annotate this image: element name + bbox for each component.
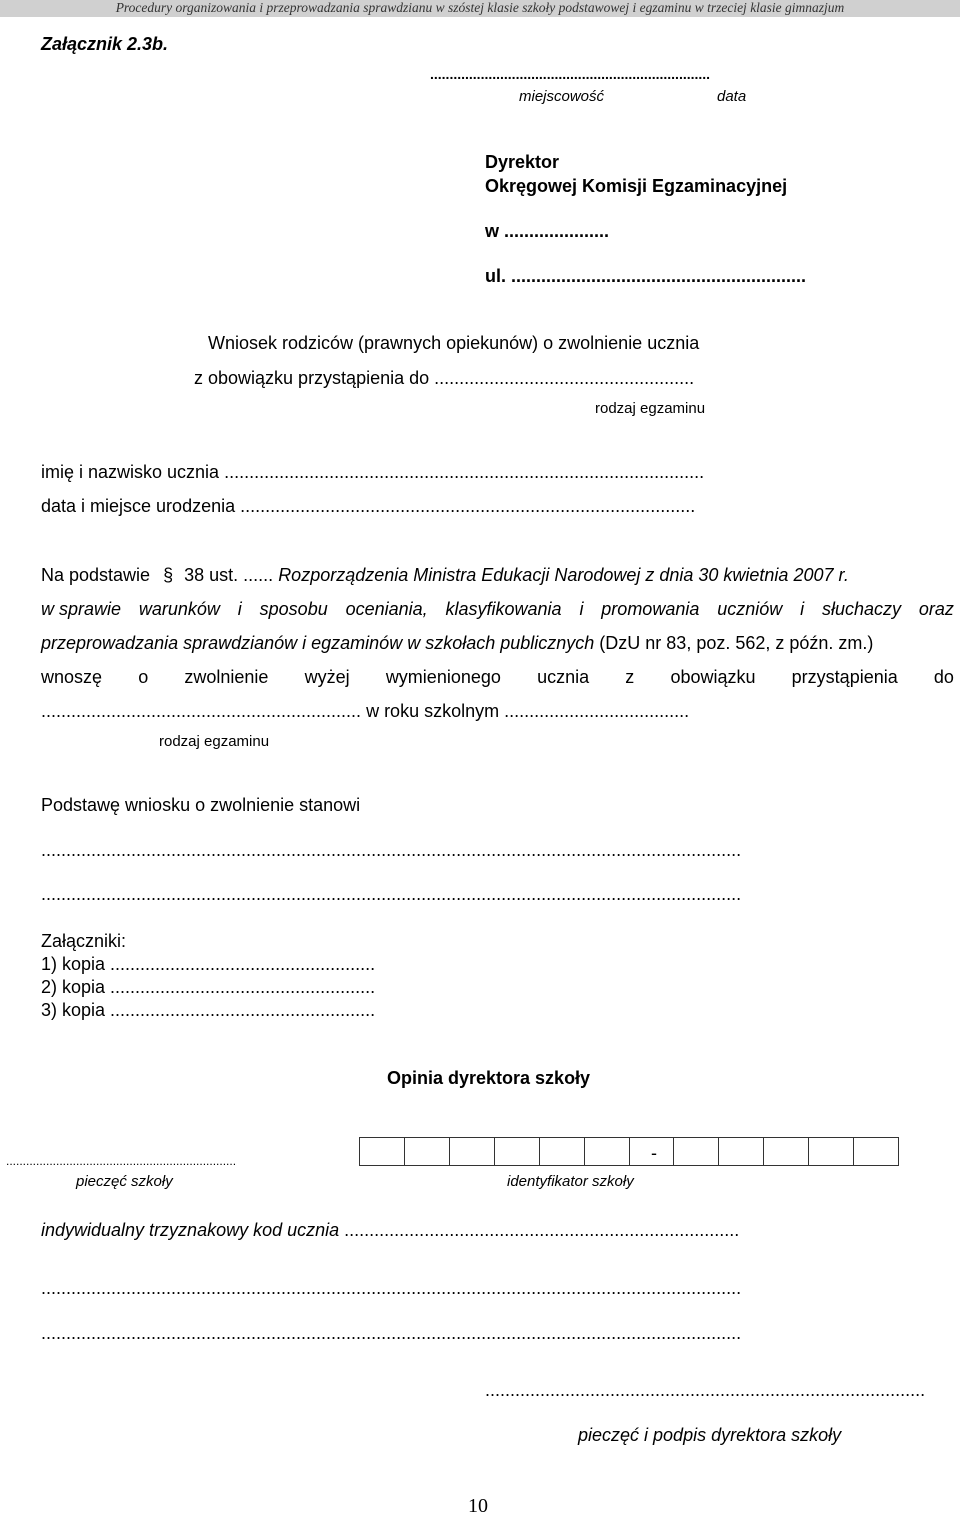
id-box: [808, 1137, 853, 1166]
id-box: [359, 1137, 404, 1166]
opinion-dots-1: ............................................................................................................................................: [41, 1278, 742, 1298]
word: obowiązku: [670, 667, 756, 687]
signature-label: pieczęć i podpis dyrektora szkoły: [578, 1425, 842, 1445]
word: w sprawie: [41, 599, 122, 619]
word: oceniania,: [345, 599, 428, 619]
word: i: [237, 599, 242, 619]
title-line2: z obowiązku przystąpienia do ....................................................: [194, 368, 695, 388]
word: zwolnienie: [184, 667, 269, 687]
id-box: [494, 1137, 539, 1166]
addressee-line2: Okręgowej Komisji Egzaminacyjnej: [485, 176, 788, 196]
signature-dots: ........................................................................................: [485, 1380, 926, 1400]
opinion-title: Opinia dyrektora szkoły: [387, 1068, 591, 1088]
student-birth-field: data i miejsce urodzenia ...........................................................................................: [41, 496, 696, 516]
id-box: [718, 1137, 763, 1166]
basis-dots-1: ............................................................................................................................................: [41, 840, 742, 860]
word: ucznia: [537, 667, 590, 687]
word: i: [579, 599, 584, 619]
basis-label: Podstawę wniosku o zwolnienie stanowi: [41, 795, 361, 815]
word: i: [800, 599, 805, 619]
school-id-boxes: [359, 1137, 899, 1168]
body-line2: [41, 599, 954, 620]
attachment-item: 2) kopia .....................................................: [41, 977, 376, 997]
word: sposobu: [259, 599, 328, 619]
addressee-city: w .....................: [485, 221, 610, 241]
word: z: [625, 667, 635, 687]
opinion-dots-2: ............................................................................................................................................: [41, 1323, 742, 1343]
body-line3: [41, 633, 873, 654]
stamp-dots: .....................................................................: [6, 1154, 237, 1168]
basis-dots-2: ............................................................................................................................................: [41, 884, 742, 904]
id-box: [673, 1137, 718, 1166]
title-line1: Wniosek rodziców (prawnych opiekunów) o zwolnienie ucznia: [208, 333, 700, 353]
document-header: Procedury organizowania i przeprowadzania sprawdzianu w szóstej klasie szkoły podstawowej i egzaminu w trzeciej klasie gimnazjum: [0, 0, 960, 17]
word: klasyfikowania: [445, 599, 562, 619]
word: wnoszę: [41, 667, 103, 687]
body-line3-b: (DzU nr 83, poz. 562, z późn. zm.): [599, 633, 874, 653]
word: uczniów: [717, 599, 783, 619]
body-exam-label: rodzaj egzaminu: [159, 733, 270, 750]
paragraph-sign: §: [163, 565, 174, 585]
word: wyżej: [304, 667, 350, 687]
place-label: miejscowość: [519, 88, 605, 105]
attachment-item: 3) kopia .....................................................: [41, 1000, 376, 1020]
addressee-street: ul. ...........................................................: [485, 266, 807, 286]
body-line1: [41, 565, 849, 586]
word: przystąpienia: [791, 667, 898, 687]
page-number: 10: [468, 1495, 488, 1517]
id-box: [449, 1137, 494, 1166]
stamp-label: pieczęć szkoły: [76, 1173, 173, 1190]
word: do: [933, 667, 954, 687]
id-box: [584, 1137, 629, 1166]
addressee-line1: Dyrektor: [485, 152, 560, 172]
word: promowania: [601, 599, 700, 619]
student-name-field: imię i nazwisko ucznia ................................................................................................: [41, 462, 705, 482]
body-line4: [41, 667, 954, 688]
body-line1-a: Na podstawie: [41, 565, 151, 585]
annex-label: Załącznik 2.3b.: [41, 34, 169, 54]
word: oraz: [918, 599, 954, 619]
attachment-item: 1) kopia .....................................................: [41, 954, 376, 974]
body-line3-a: przeprowadzania sprawdzianów i egzaminów w szkołach publicznych: [41, 633, 595, 653]
place-date-dots: ........................................................................: [430, 66, 711, 82]
word: o: [138, 667, 149, 687]
word: warunków: [138, 599, 220, 619]
body-line5: ................................................................ w roku szkolnym .....................................: [41, 701, 690, 721]
word: słuchaczy: [821, 599, 901, 619]
word: wymienionego: [385, 667, 501, 687]
date-label: data: [717, 88, 747, 105]
id-label: identyfikator szkoły: [507, 1173, 634, 1190]
id-box: [539, 1137, 584, 1166]
code-label: indywidualny trzyznakowy kod ucznia: [41, 1220, 340, 1240]
attachments-label: Załączniki:: [41, 931, 127, 951]
id-box: [853, 1137, 899, 1166]
code-dots: ...............................................................................: [344, 1220, 740, 1240]
id-box: [404, 1137, 449, 1166]
id-dash: -: [651, 1143, 657, 1163]
id-box: [763, 1137, 808, 1166]
code-label-line: [41, 1220, 739, 1241]
regulation-name: Rozporządzenia Ministra Edukacji Narodowej z dnia 30 kwietnia 2007 r.: [278, 565, 849, 585]
title-exam-label: rodzaj egzaminu: [595, 400, 706, 417]
body-line1-b: 38 ust. ......: [184, 565, 274, 585]
